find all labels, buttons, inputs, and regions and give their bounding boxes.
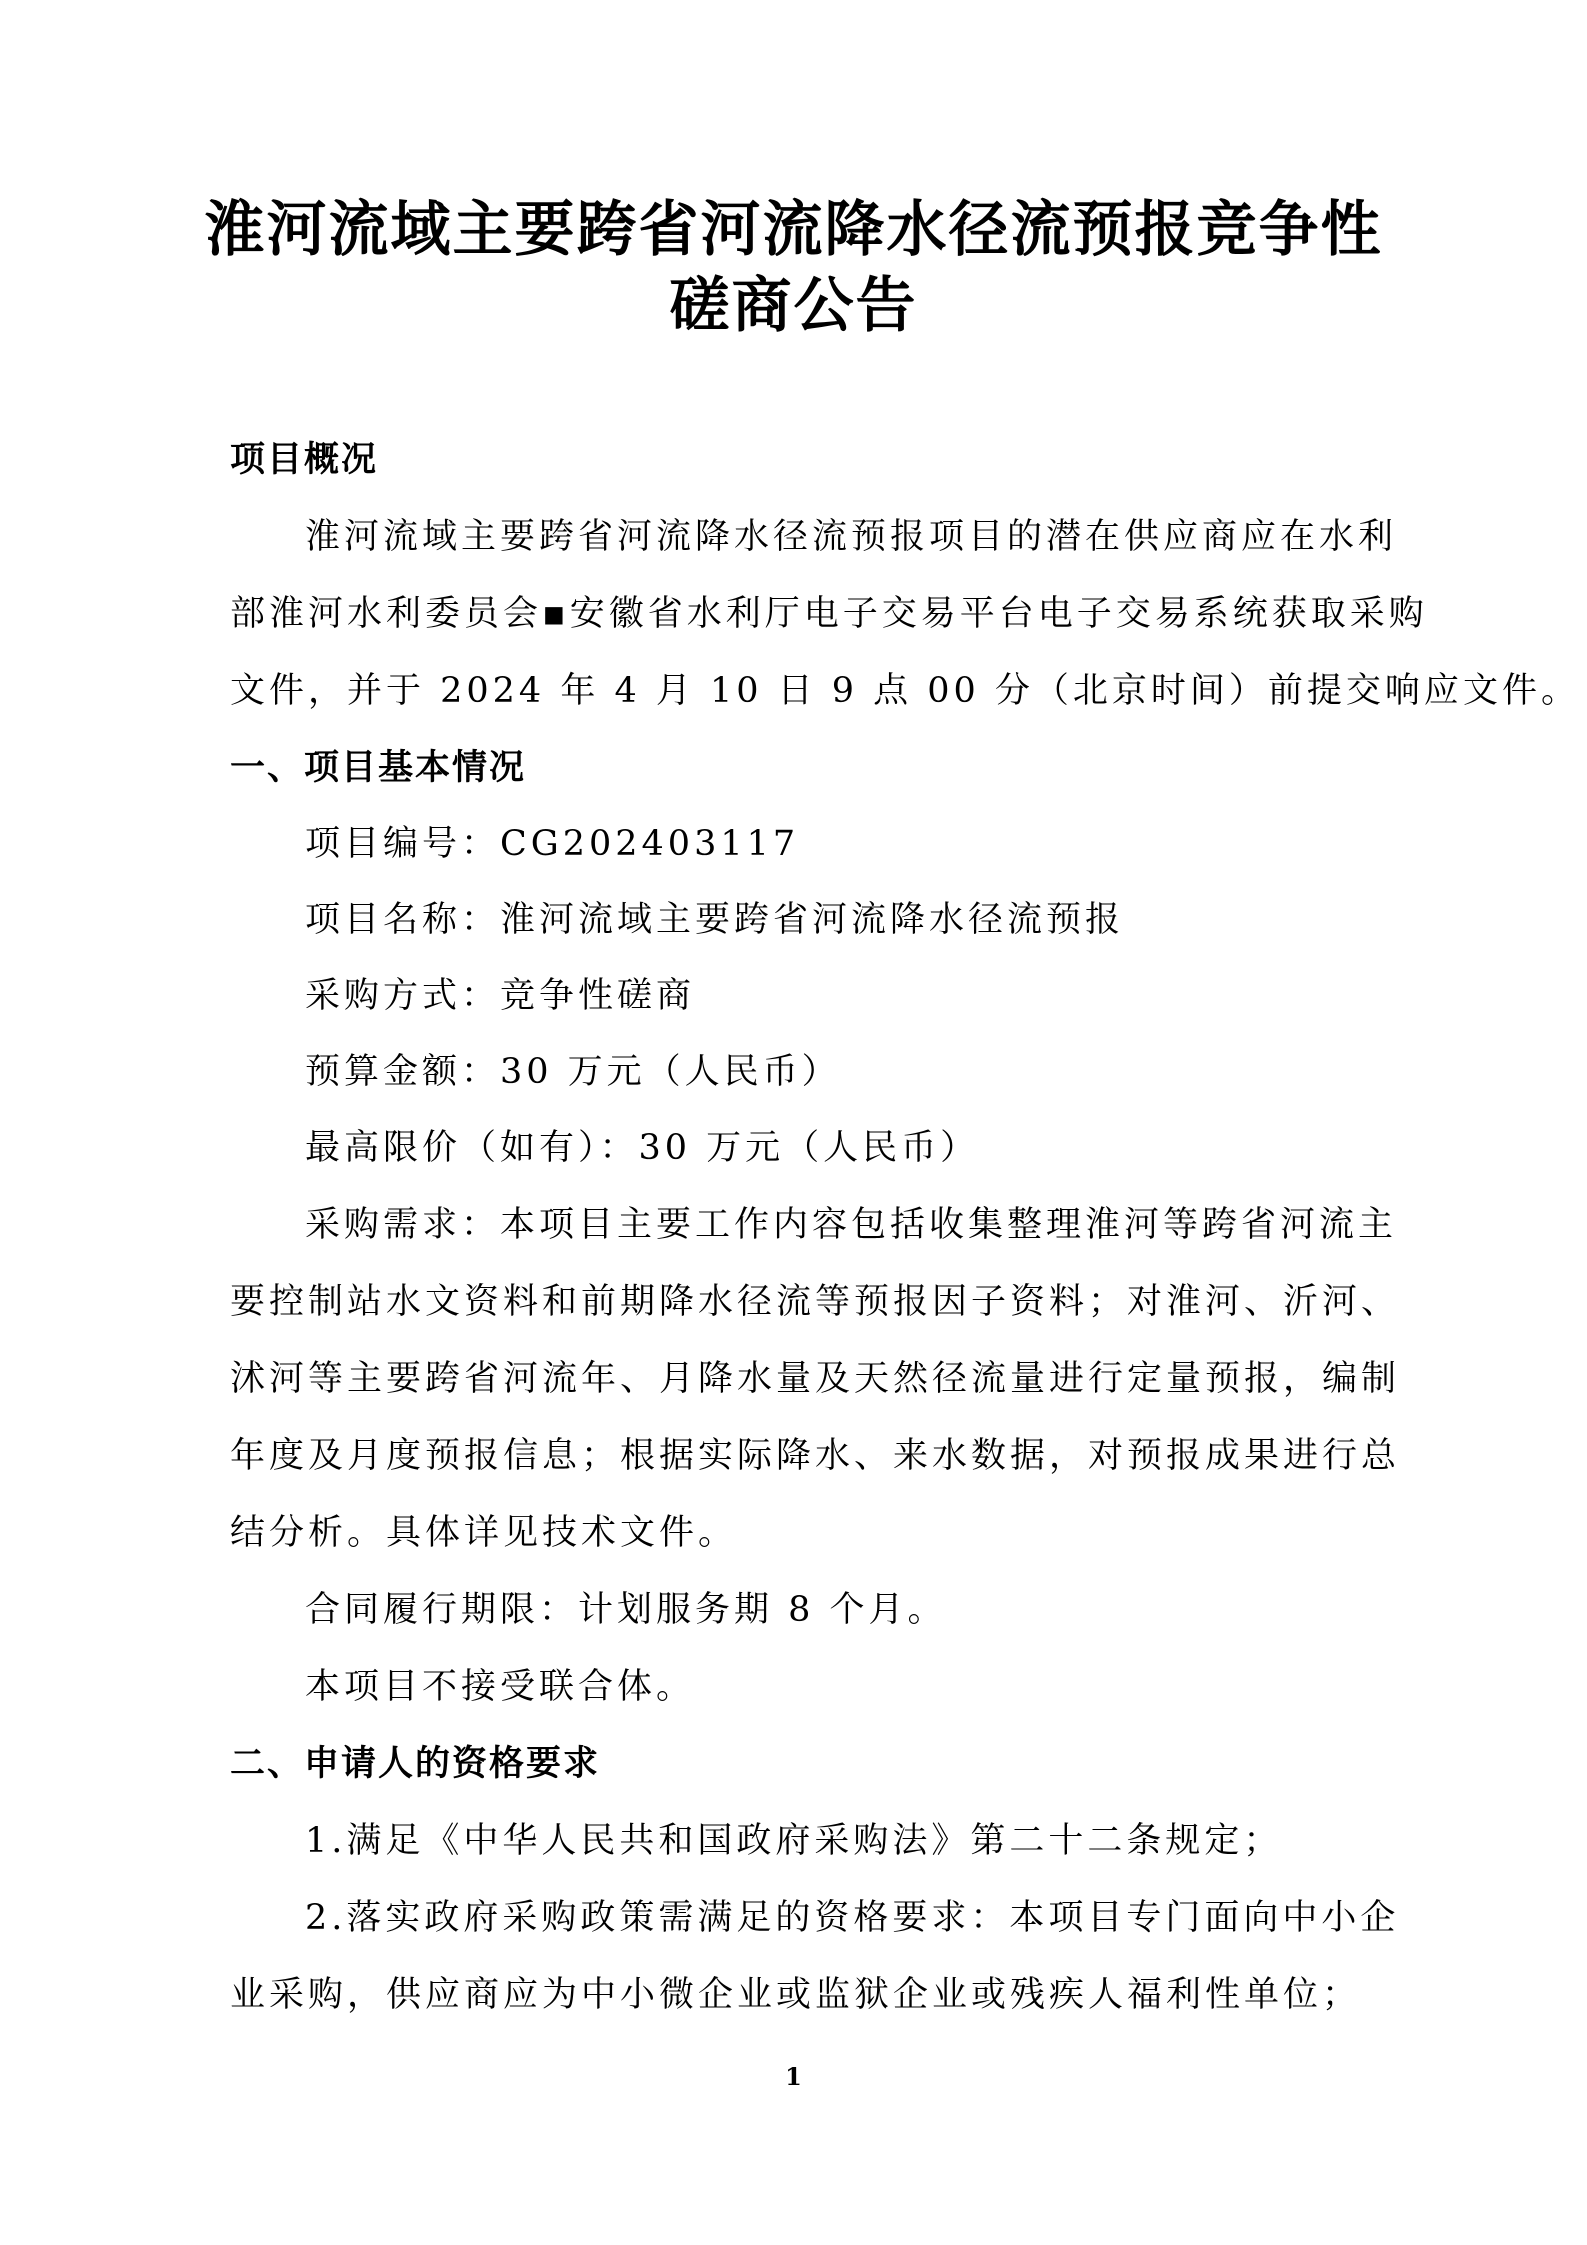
requirement-paragraph-line: 采购需求：本项目主要工作内容包括收集整理淮河等跨省河流主 bbox=[305, 1205, 1398, 1245]
overview-paragraph-line: 文件，并于 2024 年 4 月 10 日 9 点 00 分（北京时间）前提交响应文件。 bbox=[230, 671, 1580, 711]
max-price: 最高限价（如有）：30 万元（人民币） bbox=[305, 1128, 980, 1168]
project-name: 项目名称：淮河流域主要跨省河流降水径流预报 bbox=[305, 900, 1125, 940]
overview-heading: 项目概况 bbox=[230, 440, 379, 480]
contract-period: 合同履行期限：计划服务期 8 个月。 bbox=[305, 1590, 947, 1630]
document-title-line-2: 磋商公告 bbox=[669, 271, 918, 341]
qualification-item-2-line: 2.落实政府采购政策需满足的资格要求：本项目专门面向中小企 bbox=[305, 1898, 1400, 1938]
qualification-item-2-line: 业采购，供应商应为中小微企业或监狱企业或残疾人福利性单位； bbox=[230, 1975, 1362, 2015]
consortium-note: 本项目不接受联合体。 bbox=[305, 1667, 696, 1707]
requirement-paragraph-line: 结分析。具体详见技术文件。 bbox=[230, 1513, 738, 1553]
overview-paragraph-line: 淮河流域主要跨省河流降水径流预报项目的潜在供应商应在水利 bbox=[305, 517, 1398, 557]
page-number: 1 bbox=[785, 2062, 802, 2091]
overview-paragraph-line: 部淮河水利委员会▪安徽省水利厅电子交易平台电子交易系统获取采购 bbox=[230, 594, 1428, 634]
project-number: 项目编号：CG202403117 bbox=[305, 824, 800, 864]
procurement-method: 采购方式：竞争性磋商 bbox=[305, 976, 696, 1016]
requirement-paragraph-line: 年度及月度预报信息；根据实际降水、来水数据，对预报成果进行总 bbox=[230, 1436, 1401, 1476]
section-1-heading: 一、项目基本情况 bbox=[230, 748, 527, 788]
budget-amount: 预算金额：30 万元（人民币） bbox=[305, 1052, 841, 1092]
requirement-paragraph-line: 要控制站水文资料和前期降水径流等预报因子资料；对淮河、沂河、 bbox=[230, 1282, 1401, 1322]
section-2-heading: 二、申请人的资格要求 bbox=[230, 1744, 601, 1784]
document-title-line-1: 淮河流域主要跨省河流降水径流预报竞争性 bbox=[204, 195, 1383, 265]
requirement-paragraph-line: 沭河等主要跨省河流年、月降水量及天然径流量进行定量预报，编制 bbox=[230, 1359, 1401, 1399]
qualification-item-1: 1.满足《中华人民共和国政府采购法》第二十二条规定； bbox=[305, 1821, 1283, 1861]
